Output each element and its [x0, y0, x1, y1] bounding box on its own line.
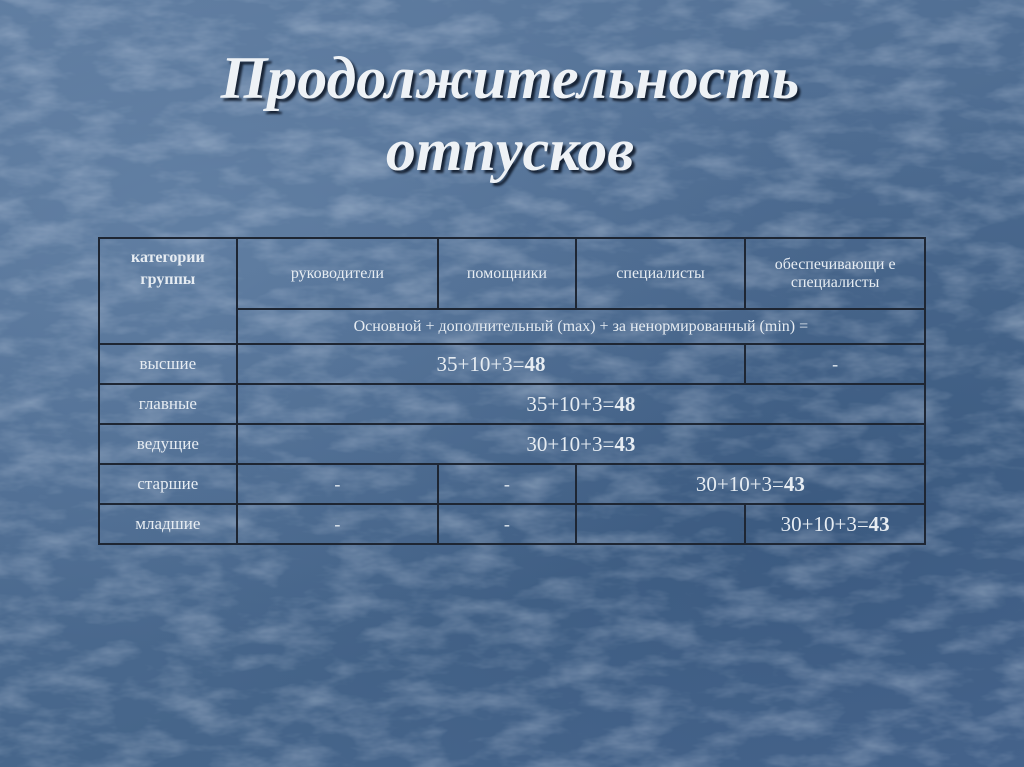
- table-row: [99, 464, 925, 504]
- value-sum: 35+10+3=: [526, 391, 615, 416]
- row-label: высшие: [99, 344, 237, 384]
- vacation-table: [98, 237, 926, 545]
- slide-title-line2: отпусков: [385, 117, 635, 183]
- dash-cell: -: [438, 504, 576, 544]
- dash-cell: -: [438, 464, 576, 504]
- row-label: старшие: [99, 464, 237, 504]
- value-total: 43: [614, 431, 636, 456]
- header-support-specialists: обеспечивающи е специалисты: [745, 238, 925, 309]
- value-total: 48: [614, 391, 636, 416]
- dash-cell: -: [237, 464, 438, 504]
- value-cell: [576, 464, 925, 504]
- value-cell: [745, 504, 925, 544]
- header-managers: руководители: [237, 238, 438, 309]
- table-row: [99, 384, 925, 424]
- value-sum: 30+10+3=: [526, 431, 615, 456]
- header-specialists: специалисты: [576, 238, 746, 309]
- value-sum: 30+10+3=: [780, 511, 869, 536]
- value-total: 48: [524, 351, 546, 376]
- value-cell: [237, 424, 925, 464]
- dash-cell: -: [237, 504, 438, 544]
- dash-cell: -: [745, 344, 925, 384]
- table-row: [99, 424, 925, 464]
- value-total: 43: [868, 511, 890, 536]
- value-cell: [237, 344, 746, 384]
- header-category: категории группы: [99, 238, 237, 344]
- value-sum: 35+10+3=: [436, 351, 525, 376]
- row-label: младшие: [99, 504, 237, 544]
- header-assistants: помощники: [438, 238, 576, 309]
- slide-title: [130, 42, 890, 186]
- value-sum: 30+10+3=: [695, 471, 784, 496]
- table-header-row: [99, 238, 925, 309]
- value-total: 43: [783, 471, 805, 496]
- row-label: главные: [99, 384, 237, 424]
- empty-cell: [576, 504, 746, 544]
- value-cell: [237, 384, 925, 424]
- formula-cell: Основной + дополнительный (max) + за ненормированный (min) =: [237, 309, 925, 344]
- table-row: [99, 504, 925, 544]
- table-row: [99, 344, 925, 384]
- row-label: ведущие: [99, 424, 237, 464]
- slide-title-line1: Продолжительность: [220, 45, 800, 111]
